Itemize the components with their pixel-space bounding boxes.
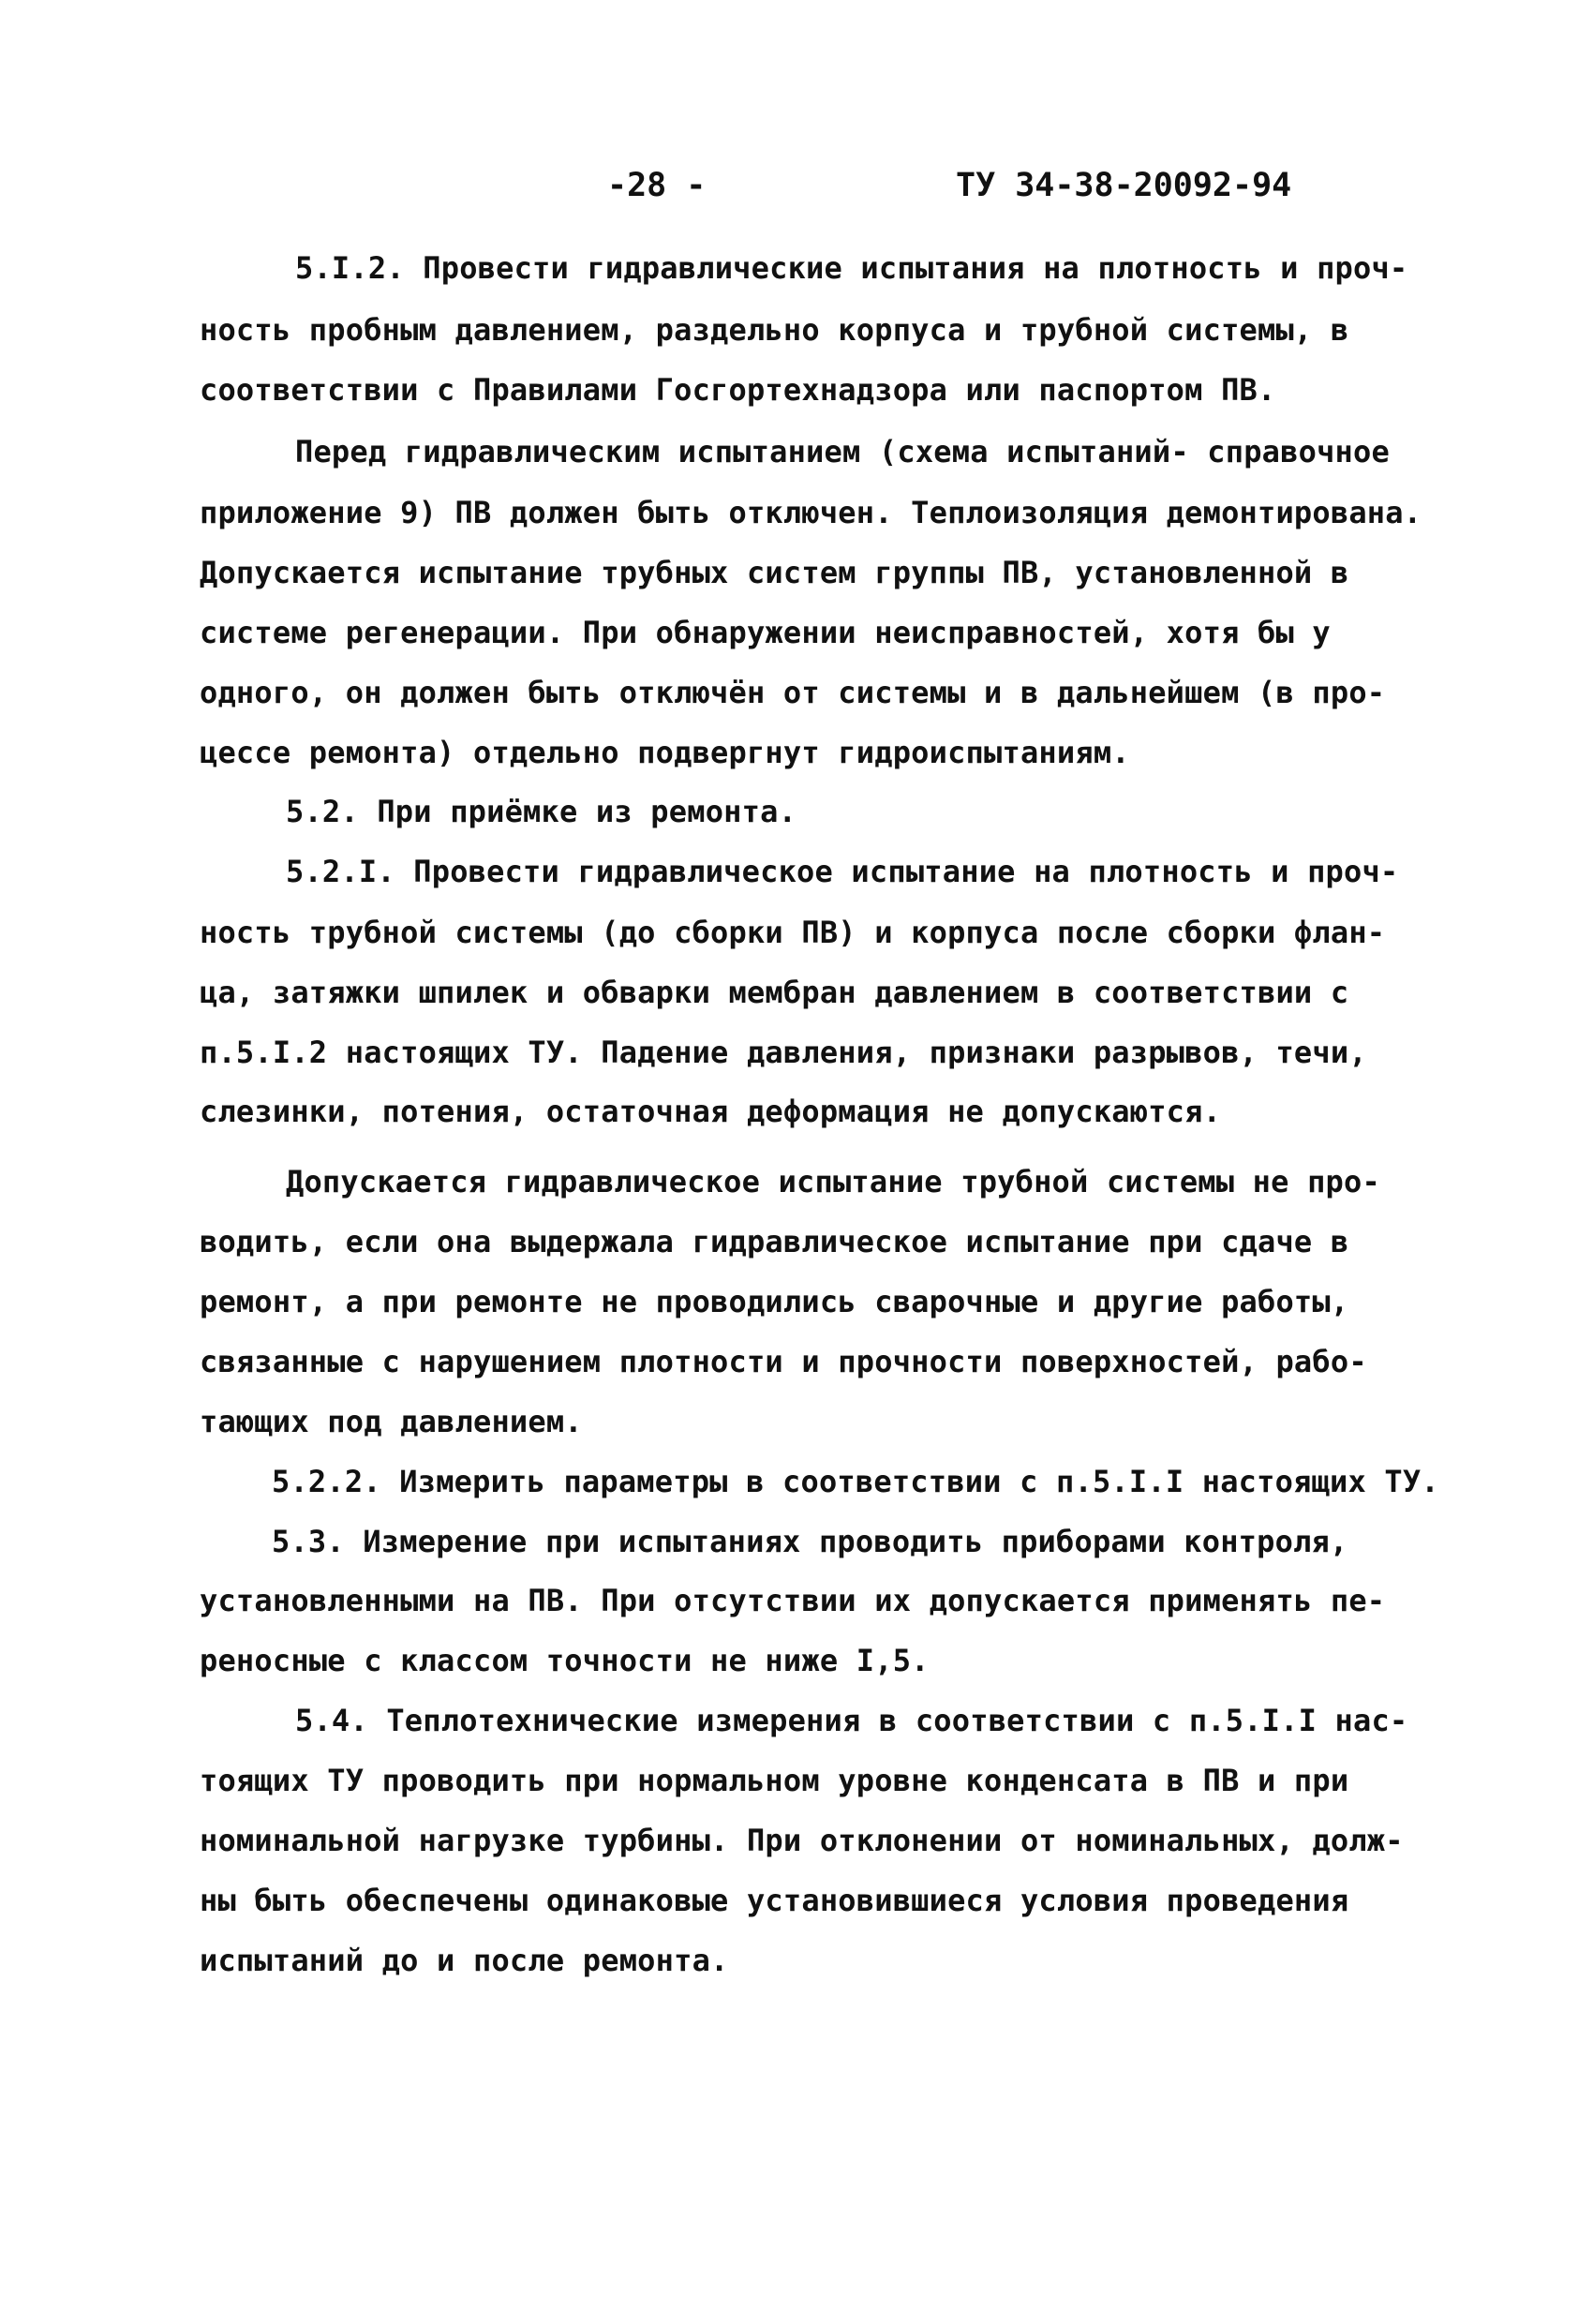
page-header <box>0 167 1593 223</box>
text-line: ны быть обеспечены одинаковые установившиеся условия проведения <box>200 1883 1349 1918</box>
text-line: цессе ремонта) отдельно подвергнут гидроиспытаниям. <box>200 735 1130 770</box>
text-line: приложение 9) ПВ должен быть отключен. Теплоизоляция демонтирована. <box>200 495 1422 530</box>
page-number: -28 - <box>607 167 707 204</box>
text-line: испытаний до и после ремонта. <box>200 1943 729 1978</box>
text-line: 5.2.I. Провести гидравлическое испытание на плотность и проч- <box>286 854 1399 889</box>
text-line: п.5.I.2 настоящих ТУ. Падение давления, признаки разрывов, течи, <box>200 1035 1367 1070</box>
text-line: тающих под давлением. <box>200 1404 583 1439</box>
text-line: ца, затяжки шпилек и обварки мембран давлением в соответствии с <box>200 975 1349 1010</box>
text-line: водить, если она выдержала гидравлическое испытание при сдаче в <box>200 1224 1349 1259</box>
text-line: 5.2.2. Измерить параметры в соответствии с п.5.I.I настоящих ТУ. <box>272 1464 1439 1499</box>
text-line: реносные с классом точности не ниже I,5. <box>200 1643 930 1678</box>
text-line: Перед гидравлическим испытанием (схема испытаний- справочное <box>295 434 1390 469</box>
text-line: тоящих ТУ проводить при нормальном уровне конденсата в ПВ и при <box>200 1763 1349 1798</box>
text-line: связанные с нарушением плотности и прочности поверхностей, рабо- <box>200 1344 1367 1379</box>
text-line: 5.I.2. Провести гидравлические испытания на плотность и проч- <box>295 250 1408 286</box>
text-line: номинальной нагрузке турбины. При отклонении от номинальных, долж- <box>200 1823 1404 1858</box>
text-line: соответствии с Правилами Госгортехнадзора или паспортом ПВ. <box>200 372 1276 408</box>
text-line: 5.2. При приёмке из ремонта. <box>286 794 797 829</box>
text-line: слезинки, потения, остаточная деформация не допускаются. <box>200 1094 1222 1129</box>
text-line: 5.3. Измерение при испытаниях проводить приборами контроля, <box>272 1524 1348 1559</box>
text-line: ность пробным давлением, раздельно корпуса и трубной системы, в <box>200 312 1349 348</box>
document-code: ТУ 34-38-20092-94 <box>956 167 1292 204</box>
text-line: Допускается гидравлическое испытание трубной системы не про- <box>286 1164 1380 1199</box>
text-line: 5.4. Теплотехнические измерения в соответствии с п.5.I.I нас- <box>295 1703 1408 1738</box>
text-line: системе регенерации. При обнаружении неисправностей, хотя бы у <box>200 615 1331 650</box>
text-line: Допускается испытание трубных систем группы ПВ, установленной в <box>200 555 1349 590</box>
text-line: установленными на ПВ. При отсутствии их допускается применять пе- <box>200 1583 1386 1618</box>
text-line: ность трубной системы (до сборки ПВ) и корпуса после сборки флан- <box>200 915 1386 950</box>
text-line: одного, он должен быть отключён от системы и в дальнейшем (в про- <box>200 675 1386 710</box>
text-line: ремонт, а при ремонте не проводились сварочные и другие работы, <box>200 1284 1349 1319</box>
